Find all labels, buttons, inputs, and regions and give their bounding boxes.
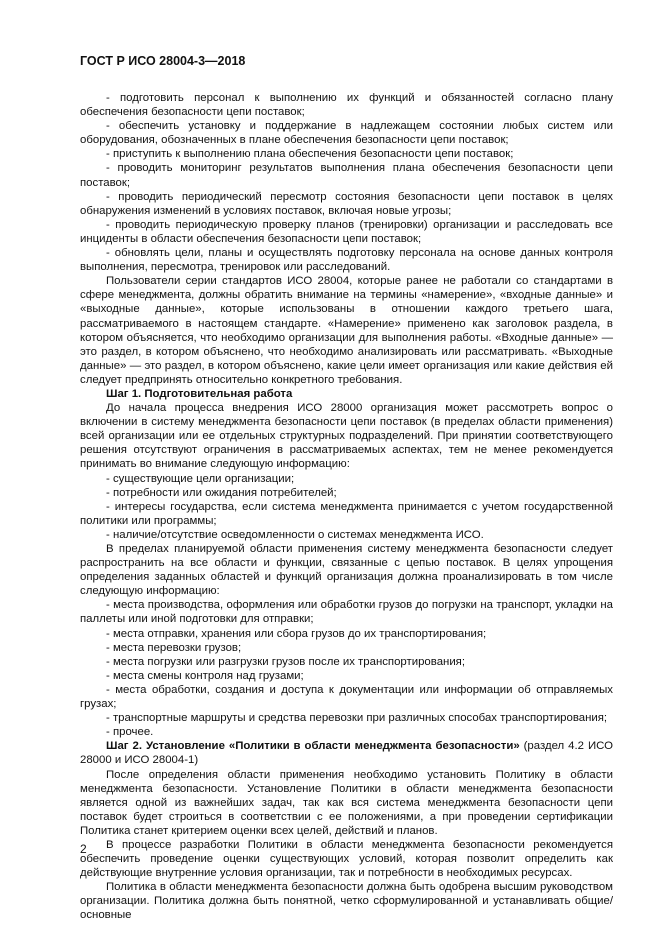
page-number: 2: [80, 842, 87, 856]
paragraph: - существующие цели организации;: [106, 472, 295, 485]
document-header: ГОСТ Р ИСО 28004-3—2018: [80, 54, 246, 68]
paragraph: В пределах планируемой области применения систему менеджмента безопасности следует распространить на все области и функции, связанные с цепью поставок. В целях упрощения определения заданных областей и функций организация должна проанализировать в том числе следующую информацию:: [80, 543, 613, 598]
paragraph: - проводить мониторинг результатов выполнения плана обеспечения безопасности цепи поставок;: [80, 162, 613, 189]
paragraph: До начала процесса внедрения ИСО 28000 организация может рассмотреть вопрос о включении в систему менеджмента безопасности цепи поставок (в пределах области применения) всей организации или ее отдельных структурных подразделений. При принятии соответствующего решения отсутствуют ограничения в рассматриваемых аспектах, тем не менее рекомендуется принимать во внимание следующую информацию:: [80, 402, 613, 471]
paragraph: - прочее.: [106, 726, 154, 739]
step2-heading-reference: (раздел 4.2 ИСО 28000 и ИСО 28004-1): [80, 740, 613, 767]
paragraph: - места смены контроля над грузами;: [106, 669, 304, 682]
paragraph: - интересы государства, если система менеджмента принимается с учетом государственной политики или программы;: [80, 500, 613, 527]
paragraph: - обеспечить установку и поддержание в надлежащем состоянии любых систем или оборудования, обозначенных в плане обеспечения безопасности цепи поставок;: [80, 120, 613, 147]
paragraph: - обновлять цели, планы и осуществлять подготовку персонала на основе данных контроля выполнения, пересмотра, тренировок или расследований.: [80, 247, 613, 274]
paragraph: Политика в области менеджмента безопасности должна быть одобрена высшим руководством организации. Политика должна быть понятной, четко сформулированной и устанавливать общие/основные: [80, 881, 613, 922]
paragraph: - транспортные маршруты и средства перевозки при различных способах транспортирования;: [106, 712, 608, 725]
paragraph: - подготовить персонал к выполнению их функций и обязанностей согласно плану обеспечения безопасности цепи поставок;: [80, 92, 613, 119]
step1-heading: Шаг 1. Подготовительная работа: [106, 387, 293, 400]
paragraph: - места погрузки или разгрузки грузов после их транспортирования;: [106, 655, 466, 668]
paragraph: - места отправки, хранения или сбора грузов до их транспортирования;: [106, 627, 487, 640]
paragraph: После определения области применения необходимо установить Политику в области менеджмента безопасности. Установление Политики в области менеджмента безопасности является одной из важнейших задач, так как вся система менеджмента безопасности цепи поставок будет строиться в соответствии с ее положениями, а при проведении сертификации Политика станет критерием оценки всех целей, действий и планов.: [80, 768, 613, 837]
step1-heading-paragraph: [80, 387, 613, 401]
document-body: [80, 91, 613, 923]
step2-heading: Шаг 2. Установление «Политики в области менеджмента безопасности»: [106, 740, 520, 753]
paragraph: - проводить периодический пересмотр состояния безопасности цепи поставок в целях обнаружения изменений в условиях поставок, включая новые угрозы;: [80, 190, 613, 217]
paragraph: Пользователи серии стандартов ИСО 28004, которые ранее не работали со стандартами в сфере менеджмента, должны обратить внимание на термины «намерение», «входные данные» и «выходные данные», которые использованы в отношении каждого третьего шага, рассматриваемого в настоящем стандарте. «Намерение» применено как заголовок раздела, в котором объясняется, что необходимо организации для выполнения работы. «Входные данные» — это раздел, в котором объяснено, что необходимо анализировать или рассматривать. «Выходные данные» — это раздел, в котором объяснено, какие цели имеет организация или какие действия ей следует предпринять относительно конкретного требования.: [80, 275, 613, 386]
paragraph: - проводить периодическую проверку планов (тренировки) организации и расследовать все инциденты в области обеспечения безопасности цепи поставок;: [80, 218, 613, 245]
paragraph: - наличие/отсутствие осведомленности о системах менеджмента ИСО.: [106, 528, 484, 541]
step2-heading-paragraph: [80, 739, 613, 767]
paragraph: - места перевозки грузов;: [106, 641, 242, 654]
paragraph: В процессе разработки Политики в области менеджмента безопасности рекомендуется обеспечить проведение оценки существующих условий, которая позволит определить как действующие внутренние условия организации, так и потребности в необходимых ресурсах.: [80, 838, 613, 880]
paragraph: - приступить к выполнению плана обеспечения безопасности цепи поставок;: [106, 148, 514, 161]
paragraph: - места производства, оформления или обработки грузов до погрузки на транспорт, укладки на паллеты или иной подготовки для отправки;: [80, 599, 613, 626]
paragraph: - потребности или ожидания потребителей;: [106, 486, 337, 499]
paragraph: - места обработки, создания и доступа к документации или информации об отправляемых грузах;: [80, 683, 613, 711]
